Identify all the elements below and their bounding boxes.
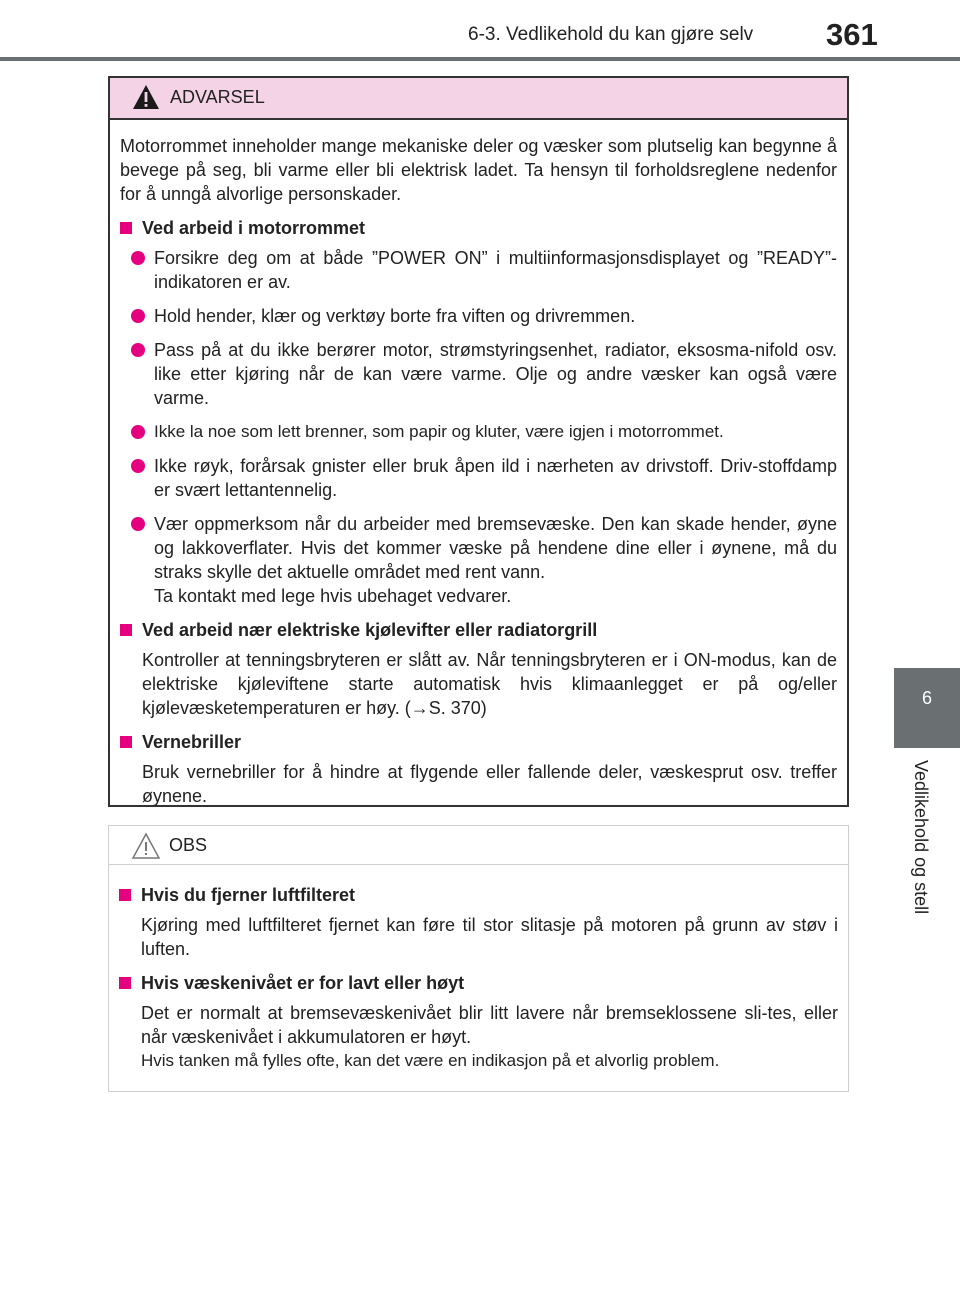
round-bullet-icon [131, 425, 145, 439]
warning-header [110, 78, 847, 120]
section-text: Kjøring med luftfilteret fjernet kan føre til stor slitasje på motoren på grunn av støv i luften. [141, 915, 838, 959]
list-item [120, 454, 837, 502]
round-bullet-icon [131, 309, 145, 323]
list-item [120, 512, 837, 608]
square-bullet-icon [119, 889, 131, 901]
list-item-text: Forsikre deg om at både ”POWER ON” i multiinformasjonsdisplayet og ”READY”-indikatoren er av. [154, 248, 837, 292]
square-bullet-icon [120, 222, 132, 234]
section-text: Hvis tanken må fylles ofte, kan det være en indikasjon på et alvorlig problem. [141, 1051, 720, 1070]
section-heading-text: Vernebriller [142, 732, 242, 752]
section-heading-text: Ved arbeid nær elektriske kjølevifter eller radiatorgrill [142, 620, 598, 640]
section-heading-text: Ved arbeid i motorrommet [142, 218, 366, 238]
list-item [120, 338, 837, 410]
round-bullet-icon [131, 343, 145, 357]
section-text: Bruk vernebriller for å hindre at flygende eller fallende deler, væskesprut osv. treffer øynene. [142, 762, 837, 806]
round-bullet-icon [131, 517, 145, 531]
section-heading [120, 730, 837, 754]
section-heading [120, 618, 837, 642]
round-bullet-icon [131, 251, 145, 265]
section-heading [119, 971, 838, 995]
list-item [120, 420, 837, 444]
square-bullet-icon [120, 624, 132, 636]
section-heading-text: Hvis du fjerner luftfilteret [141, 885, 356, 905]
list-item [120, 304, 837, 328]
list-item-text: Ikke la noe som lett brenner, som papir og kluter, være igjen i motorrommet. [154, 422, 724, 441]
list-item [120, 246, 837, 294]
chapter-label: Vedlikehold og stell [911, 760, 931, 915]
notice-content [109, 865, 848, 1073]
caution-triangle-icon [131, 832, 161, 860]
section-heading-text: Hvis væskenivået er for lavt eller høyt [141, 973, 465, 993]
section-text: Det er normalt at bremsevæskenivået blir litt lavere når bremseklossene sli-tes, eller når væskenivået i akkumulatoren er høyt. [141, 1003, 838, 1047]
page-number: 361 [826, 17, 878, 52]
warning-triangle-icon [132, 84, 160, 110]
notice-box [108, 825, 849, 1092]
list-item-text: Ikke røyk, forårsak gnister eller bruk åpen ild i nærheten av drivstoff. Driv-stoffdamp er svært lettantennelig. [154, 456, 837, 500]
warning-intro: Motorrommet inneholder mange mekaniske deler og væsker som plutselig kan begynne å bevege på seg, bli varme eller bli elektrisk ladet. Ta hensyn til forholdsreglene nedenfor for å unngå alvorlige personskader. [120, 136, 837, 204]
notice-header [109, 826, 848, 865]
chapter-tab [894, 668, 960, 748]
list-item-text: Vær oppmerksom når du arbeider med bremsevæske. Den kan skade hender, øyne og lakkoverflater. Hvis det kommer væske på hendene dine eller i øynene, må du straks skylle det aktuelle området med rent vann. [154, 514, 837, 582]
section-heading [119, 883, 838, 907]
list-item-text: Hold hender, klær og verktøy borte fra viften og drivremmen. [154, 306, 636, 326]
notice-label: OBS [169, 835, 208, 855]
chapter-number: 6 [921, 688, 932, 708]
section-heading [120, 216, 837, 240]
round-bullet-icon [131, 459, 145, 473]
square-bullet-icon [119, 977, 131, 989]
square-bullet-icon [120, 736, 132, 748]
section-title: 6-3. Vedlikehold du kan gjøre selv [468, 24, 754, 45]
warning-content [110, 120, 847, 808]
warning-label: ADVARSEL [170, 87, 265, 107]
header-rule [0, 57, 960, 61]
list-item-extra: Ta kontakt med lege hvis ubehaget vedvarer. [154, 586, 512, 606]
warning-box [108, 76, 849, 807]
section-text: Kontroller at tenningsbryteren er slått av. Når tenningsbryteren er i ON-modus, kan de elektriske kjøleviftene starte automatisk hvis klimaanlegget er på og/eller kjølevæsketemperaturen er høy. (→S. 370) [142, 650, 837, 718]
list-item-text: Pass på at du ikke berører motor, strømstyringsenhet, radiator, eksosma-nifold osv. like etter kjøring når de kan være varme. Olje og andre væsker kan også være varme. [154, 340, 837, 408]
